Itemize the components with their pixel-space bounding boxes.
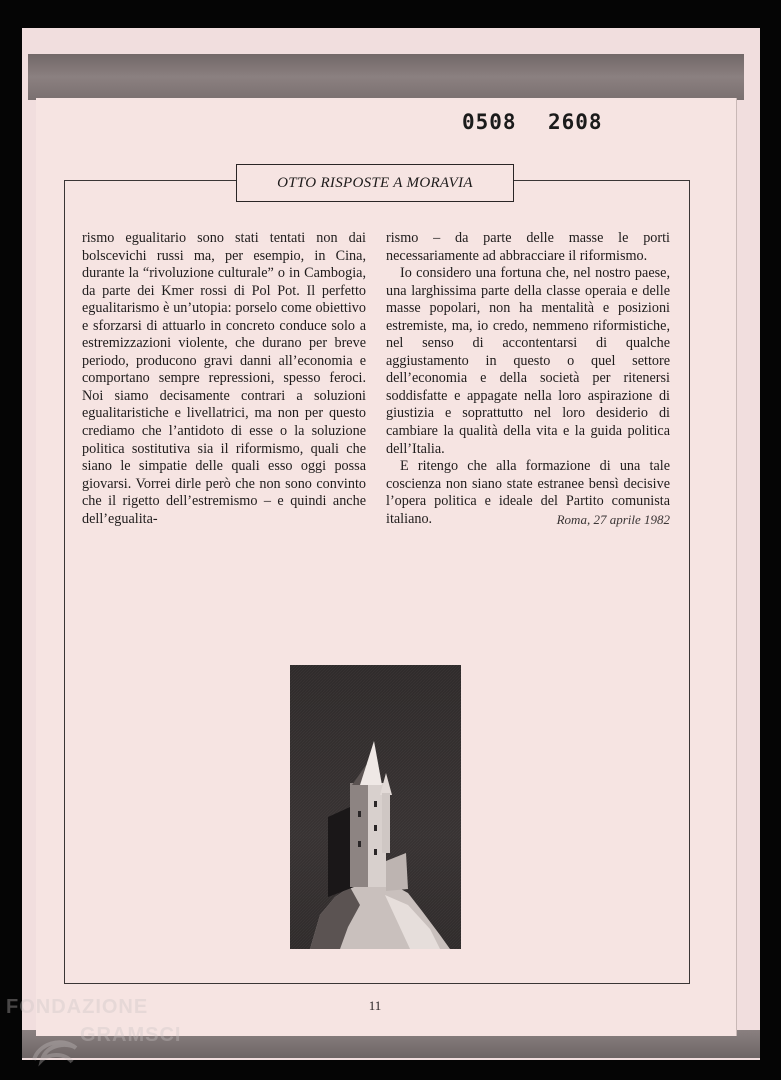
page-number: 11 bbox=[368, 998, 382, 1013]
tower-engraving bbox=[290, 665, 461, 949]
tower-illustration bbox=[290, 665, 461, 949]
watermark-text: GRAMSCI bbox=[80, 1024, 182, 1046]
paragraph: E ritengo che alla formazione di una tale coscienza non siano state estranee bensì decisive l’opera politica e ideale del Partito comunista italiano. bbox=[386, 458, 670, 527]
archive-stamp-number: 0508 bbox=[462, 110, 517, 134]
fondazione-logo-icon bbox=[28, 1030, 84, 1074]
paragraph: rismo – da parte delle masse le porti necessariamente ad abbracciare il riformismo. bbox=[386, 230, 670, 264]
right-column bbox=[386, 230, 670, 528]
paragraph: rismo egualitario sono stati tentati non dai bolscevichi russi ma, per esempio, in Cina, durante la “rivoluzione culturale” o in Cambogia, da parte dei Kmer rossi di Pol Pot. Il perfetto egualitarismo è un’utopia: porselo come obiettivo e sforzarsi di attuarlo in concreto conduce solo a estremizzazioni violente, che durano per breve periodo, producono gravi danni all’economia e comportano sempre repressioni, spesso feroci. Noi siamo decisamente contrari a soluzioni egualitaristiche e livellatrici, ma non per questo crediamo che l’antidoto di esse o la soluzione politica sostitutiva sia il riformismo, quali che siano le simpatie delle quali esso oggi possa giovarsi. Vorrei dirle però che non sono convinto che il rigetto dell’estremismo – e quindi anche dell’egualita- bbox=[82, 230, 366, 527]
watermark-text: FONDAZIONE bbox=[6, 996, 149, 1018]
dateline: Roma, 27 aprile 1982 bbox=[556, 512, 670, 527]
paragraph: Io considero una fortuna che, nel nostro paese, una larghissima parte della classe operaia e delle masse popolari, non ha mentalità e posizioni estremiste, ma, io credo, nemmeno riformistiche, nel senso di accontentarsi di qualche aggiustamento in questo o quel settore dell’economia e della società per ritenersi soddisfatte e appagate nella loro aspirazione di giustizia e soprattutto nel loro desiderio di cambiare la qualità della vita e la guida politica dell’Italia. bbox=[386, 265, 670, 457]
scan-shadow-band bbox=[28, 54, 744, 100]
section-title: OTTO RISPOSTE A MORAVIA bbox=[236, 164, 514, 202]
archive-stamp-number: 2608 bbox=[548, 110, 603, 134]
bleed-through-text bbox=[150, 560, 230, 960]
left-column bbox=[82, 230, 366, 528]
